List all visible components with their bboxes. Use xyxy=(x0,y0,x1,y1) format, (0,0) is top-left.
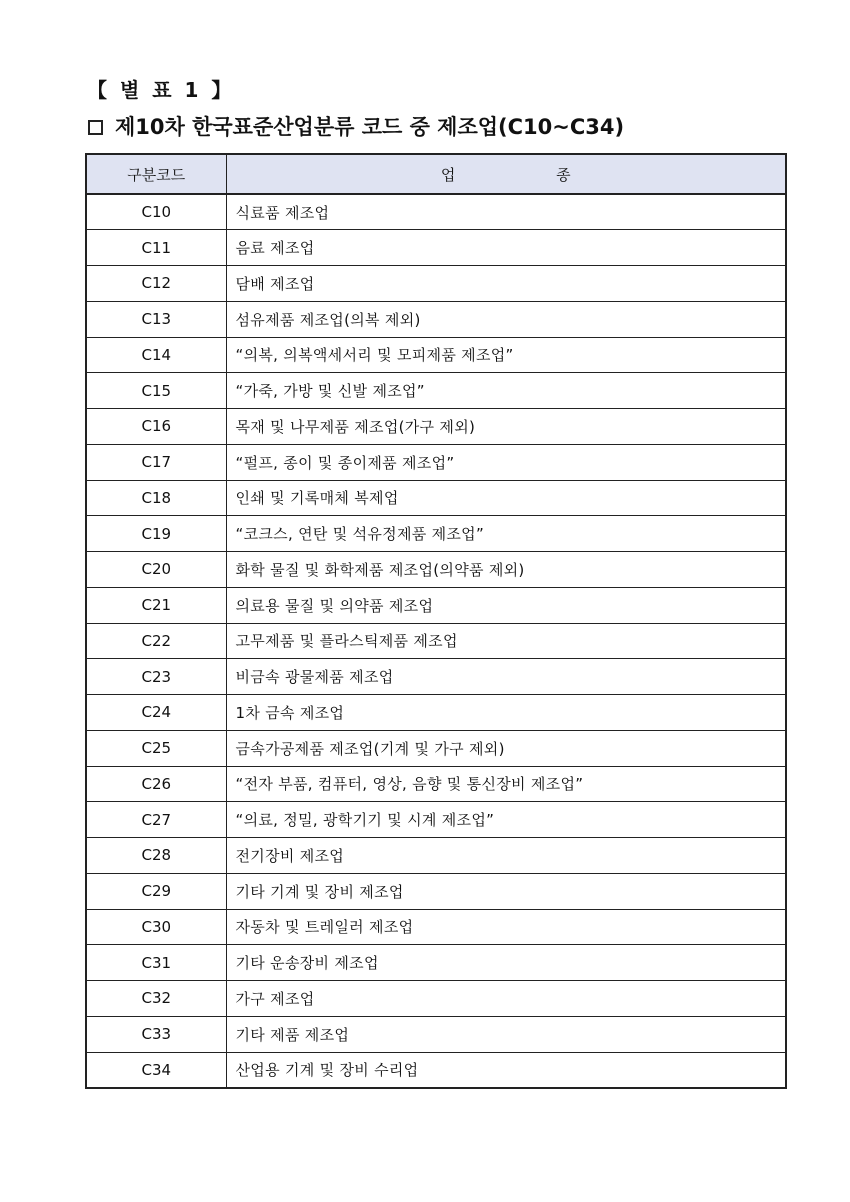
table-row xyxy=(86,945,786,981)
industry-name-cell: 금속가공제품 제조업(기계 및 가구 제외) xyxy=(226,730,786,766)
appendix-label: 【 별 표 1 】 xyxy=(87,78,235,102)
industry-name-cell: 1차 금속 제조업 xyxy=(226,695,786,731)
column-header-code: 구분코드 xyxy=(86,154,226,194)
table-row xyxy=(86,981,786,1017)
industry-code-cell: C33 xyxy=(86,1016,226,1052)
table-row xyxy=(86,230,786,266)
table-row xyxy=(86,194,786,230)
industry-name-cell: “전자 부품, 컴퓨터, 영상, 음향 및 통신장비 제조업” xyxy=(226,766,786,802)
table-row xyxy=(86,838,786,874)
table-row xyxy=(86,373,786,409)
table-row xyxy=(86,1016,786,1052)
industry-code-cell: C22 xyxy=(86,623,226,659)
industry-code-table xyxy=(85,153,787,1089)
column-header-industry xyxy=(226,154,786,194)
industry-code-cell: C34 xyxy=(86,1052,226,1088)
industry-code-cell: C23 xyxy=(86,659,226,695)
industry-code-cell: C10 xyxy=(86,194,226,230)
industry-code-cell: C32 xyxy=(86,981,226,1017)
industry-name-cell: 화학 물질 및 화학제품 제조업(의약품 제외) xyxy=(226,552,786,588)
industry-code-cell: C26 xyxy=(86,766,226,802)
industry-code-cell: C19 xyxy=(86,516,226,552)
industry-name-cell: “의료, 정밀, 광학기기 및 시계 제조업” xyxy=(226,802,786,838)
industry-code-cell: C18 xyxy=(86,480,226,516)
industry-code-cell: C17 xyxy=(86,444,226,480)
industry-code-cell: C29 xyxy=(86,873,226,909)
table-body xyxy=(86,194,786,1088)
industry-name-cell: 고무제품 및 플라스틱제품 제조업 xyxy=(226,623,786,659)
table-row xyxy=(86,552,786,588)
table-row xyxy=(86,909,786,945)
checkbox-square-icon xyxy=(88,120,103,135)
table-row xyxy=(86,444,786,480)
table-row xyxy=(86,802,786,838)
table-row xyxy=(86,337,786,373)
document-title-text: 제10차 한국표준산업분류 코드 중 제조업(C10~C34) xyxy=(115,115,625,139)
document-title xyxy=(88,112,624,142)
industry-code-cell: C14 xyxy=(86,337,226,373)
industry-name-cell: 목재 및 나무제품 제조업(가구 제외) xyxy=(226,409,786,445)
table-row xyxy=(86,480,786,516)
industry-code-cell: C24 xyxy=(86,695,226,731)
industry-code-cell: C30 xyxy=(86,909,226,945)
industry-code-cell: C11 xyxy=(86,230,226,266)
industry-name-cell: 전기장비 제조업 xyxy=(226,838,786,874)
industry-code-cell: C31 xyxy=(86,945,226,981)
table-row xyxy=(86,695,786,731)
industry-name-cell: 음료 제조업 xyxy=(226,230,786,266)
industry-code-cell: C12 xyxy=(86,266,226,302)
table-row xyxy=(86,873,786,909)
industry-code-cell: C28 xyxy=(86,838,226,874)
table-row xyxy=(86,659,786,695)
industry-code-cell: C21 xyxy=(86,587,226,623)
industry-code-cell: C27 xyxy=(86,802,226,838)
industry-name-cell: 기타 제품 제조업 xyxy=(226,1016,786,1052)
industry-name-cell: 식료품 제조업 xyxy=(226,194,786,230)
industry-name-cell: 담배 제조업 xyxy=(226,266,786,302)
industry-code-cell: C20 xyxy=(86,552,226,588)
industry-code-cell: C13 xyxy=(86,301,226,337)
industry-name-cell: 기타 운송장비 제조업 xyxy=(226,945,786,981)
industry-code-cell: C15 xyxy=(86,373,226,409)
industry-name-cell: 섬유제품 제조업(의복 제외) xyxy=(226,301,786,337)
industry-name-cell: 가구 제조업 xyxy=(226,981,786,1017)
table-row xyxy=(86,766,786,802)
table-row xyxy=(86,1052,786,1088)
table-header-row xyxy=(86,154,786,194)
table-row xyxy=(86,409,786,445)
table-row xyxy=(86,587,786,623)
column-header-industry-text: 업 종 xyxy=(440,165,619,184)
industry-code-cell: C16 xyxy=(86,409,226,445)
industry-name-cell: 비금속 광물제품 제조업 xyxy=(226,659,786,695)
table-row xyxy=(86,730,786,766)
industry-name-cell: 자동차 및 트레일러 제조업 xyxy=(226,909,786,945)
industry-name-cell: “가죽, 가방 및 신발 제조업” xyxy=(226,373,786,409)
table-row xyxy=(86,266,786,302)
industry-name-cell: “의복, 의복액세서리 및 모피제품 제조업” xyxy=(226,337,786,373)
industry-name-cell: 의료용 물질 및 의약품 제조업 xyxy=(226,587,786,623)
industry-name-cell: 인쇄 및 기록매체 복제업 xyxy=(226,480,786,516)
industry-name-cell: “코크스, 연탄 및 석유정제품 제조업” xyxy=(226,516,786,552)
industry-name-cell: 기타 기계 및 장비 제조업 xyxy=(226,873,786,909)
table-row xyxy=(86,516,786,552)
industry-code-cell: C25 xyxy=(86,730,226,766)
industry-name-cell: “펄프, 종이 및 종이제품 제조업” xyxy=(226,444,786,480)
industry-name-cell: 산업용 기계 및 장비 수리업 xyxy=(226,1052,786,1088)
table-row xyxy=(86,623,786,659)
table-row xyxy=(86,301,786,337)
